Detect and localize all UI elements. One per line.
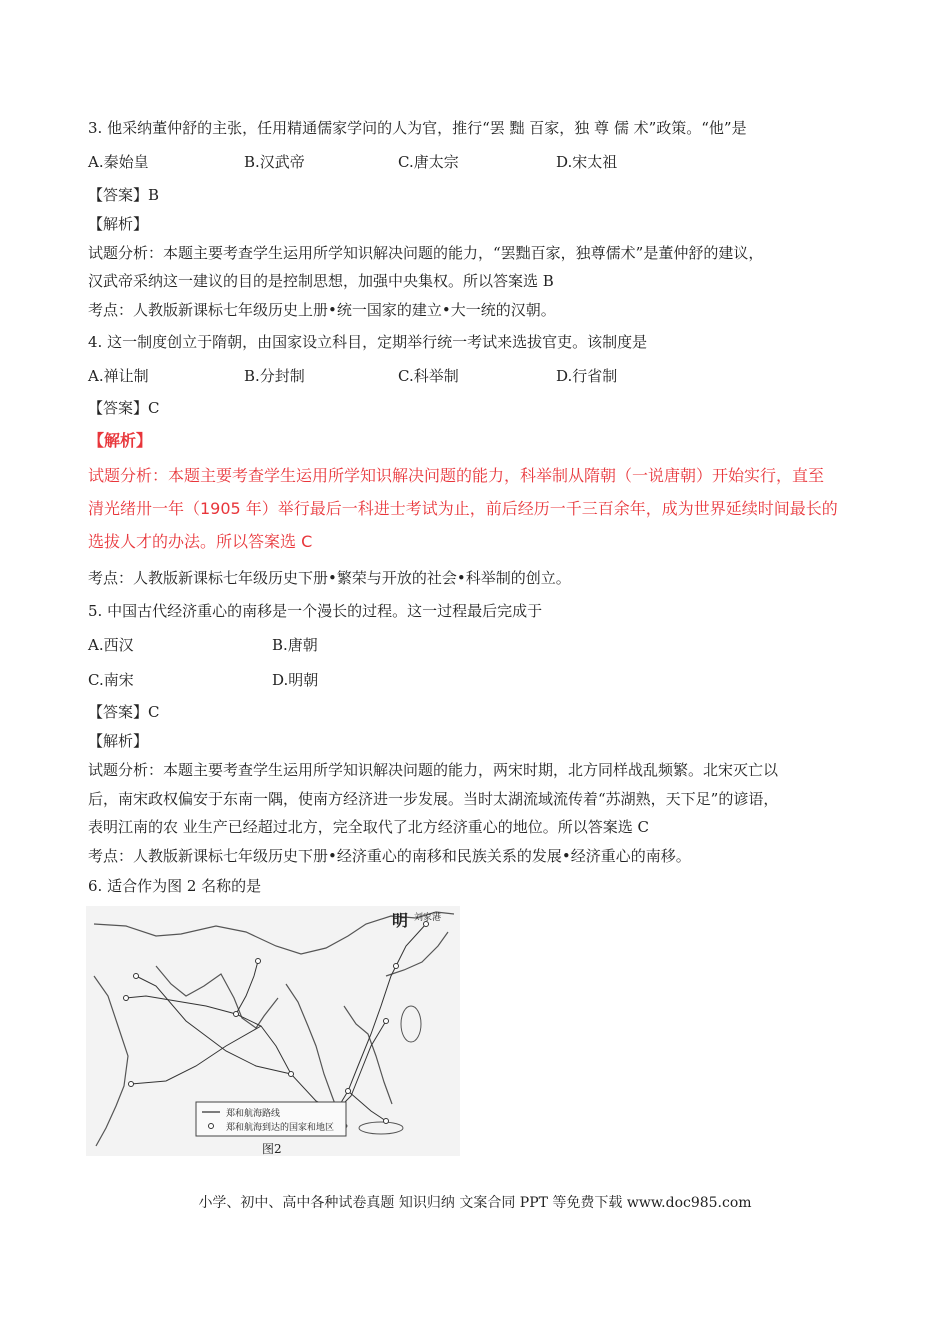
q4-option-d: D.行省制 <box>556 367 618 385</box>
q4-answer: 【答案】C <box>88 399 160 417</box>
q5-option-d: D.明朝 <box>272 671 319 689</box>
q3-option-c: C.唐太宗 <box>398 153 459 171</box>
q5-option-c: C.南宋 <box>88 671 134 689</box>
q4-stem: 4. 这一制度创立于隋朝，由国家设立科目，定期举行统一考试来选拔官吏。该制度是 <box>88 333 648 351</box>
q4-analysis-line: 选拔人才的办法。所以答案选 C <box>88 532 313 551</box>
q3-answer: 【答案】B <box>88 186 160 204</box>
map-label-liujiagang: 刘家港 <box>414 913 442 923</box>
q5-option-a: A.西汉 <box>88 636 134 654</box>
q3-kaodian: 考点：人教版新课标七年级历史上册•统一国家的建立•大一统的汉朝。 <box>88 301 556 319</box>
map-caption: 图2 <box>262 1142 282 1156</box>
q3-option-d: D.宋太祖 <box>556 153 618 171</box>
legend-places-label: 郑和航海到达的国家和地区 <box>226 1123 335 1133</box>
q4-option-b: B.分封制 <box>244 367 305 385</box>
q4-kaodian: 考点：人教版新课标七年级历史下册•繁荣与开放的社会•科举制的创立。 <box>88 569 571 587</box>
q3-option-a: A.秦始皇 <box>88 153 149 171</box>
q5-analysis-heading: 【解析】 <box>88 732 149 750</box>
q5-answer: 【答案】C <box>88 703 160 721</box>
q4-analysis-line: 试题分析：本题主要考查学生运用所学知识解决问题的能力，科举制从隋朝（一说唐朝）开始实行，直至 <box>88 466 825 485</box>
q5-option-b: B.唐朝 <box>272 636 318 654</box>
zheng-he-voyage-map <box>86 906 460 1156</box>
q4-analysis-line: 清光绪卅一年（1905 年）举行最后一科进士考试为止，前后经历一千三百余年，成为世界延续时间最长的 <box>88 499 838 518</box>
page-footer: 小学、初中、高中各种试卷真题 知识归纳 文案合同 PPT 等免费下载 www.doc985.com <box>198 1195 752 1211</box>
q3-analysis-line: 汉武帝采纳这一建议的目的是控制思想，加强中央集权。所以答案选 B <box>88 272 554 290</box>
q4-option-c: C.科举制 <box>398 367 459 385</box>
q5-analysis-line: 试题分析：本题主要考查学生运用所学知识解决问题的能力，两宋时期，北方同样战乱频繁。北宋灭亡以 <box>88 761 779 779</box>
q4-option-a: A.禅让制 <box>88 367 149 385</box>
map-label-ming: 明 <box>392 911 409 930</box>
q6-stem: 6. 适合作为图 2 名称的是 <box>88 877 262 895</box>
q3-option-b: B.汉武帝 <box>244 153 305 171</box>
q5-analysis-line: 后，南宋政权偏安于东南一隅，使南方经济进一步发展。当时太湖流域流传着“苏湖熟，天下足”的谚语， <box>88 790 779 808</box>
q5-analysis-line: 表明江南的农 业生产已经超过北方，完全取代了北方经济重心的地位。所以答案选 C <box>88 818 650 836</box>
legend-route-label: 郑和航海路线 <box>226 1109 281 1119</box>
q5-kaodian: 考点：人教版新课标七年级历史下册•经济重心的南移和民族关系的发展•经济重心的南移。 <box>88 847 691 865</box>
q4-analysis-heading: 【解析】 <box>88 431 153 450</box>
q3-analysis-line: 试题分析：本题主要考查学生运用所学知识解决问题的能力，“罢黜百家，独尊儒术”是董仲舒的建议， <box>88 244 764 262</box>
q3-stem: 3. 他采纳董仲舒的主张，任用精通儒家学问的人为官，推行“罢 黜 百家，独 尊 儒 术”政策。“他”是 <box>88 119 747 137</box>
q5-stem: 5. 中国古代经济重心的南移是一个漫长的过程。这一过程最后完成于 <box>88 602 543 620</box>
q3-analysis-heading: 【解析】 <box>88 215 149 233</box>
